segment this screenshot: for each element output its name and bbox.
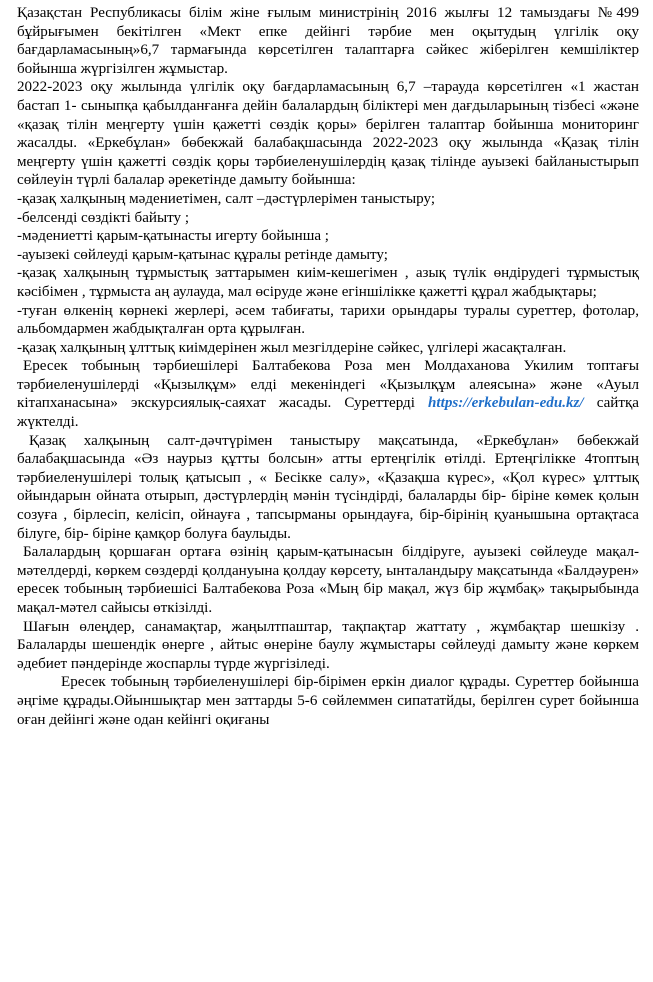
list-item: -мәдениетті қарым-қатынасты игерту бойынша ; <box>17 228 329 245</box>
nauryz-paragraph: Қазақ халқының салт-дәчтүрімен таныстыру мақсатында, «Еркебұлан» бөбекжай балабақшасында «Әз наурыз құтты болсын» атты ертеңгілік өтілді. Ертеңгілікке 4топтың тәрбиеленушілері толық қатысып , « Бесікке салу», «Қазақша күрес», «Қол күрес» ұлттық ойындарын ойната отырып, дәстүрлердің мәнін түсіндірді, балаларды бір- біріне көмек қолын созуға , бірлесіп, келісіп, ойнауға , тапсырманы орындауға, бір-бірінің қуанышына ортақтаса білуге, бір- біріне қамқор болуға баулыды. <box>17 432 639 542</box>
list-item: -туған өлкенің көрнекі жерлері, әсем табиғаты, тарихи орындары туралы суреттер, фотолар, альбомдармен жабдықталған орта құрылған. <box>17 302 639 338</box>
proverbs-paragraph: Балалардың қоршаған ортаға өзінің қарым-қатынасын білдіруге, ауызекі сөйлеуде мақал-мәтелдерді, көркем сөздерді қолдануына қолдау көрсету, ынталандыру мақсатында «Балдәурен» ересек тобының тәрбиешісі Балтабекова Роза «Мың бір мақал, жүз бір жұмбақ» тақырыбында мақал-мәтел сайысы өткізілді. <box>17 544 639 616</box>
dialogue-paragraph: Ересек тобының тәрбиеленушілері бір-бірімен еркін диалог құрады. Суреттер бойынша әңгіме құрады.Ойыншықтар мен заттарды 5-6 сөйлеммен сипататйды, берілген сурет бойынша оған дейінгі және одан кейінгі оқиғаны <box>17 674 639 728</box>
poems-paragraph: Шағын өлеңдер, санамақтар, жаңылтпаштар, тақпақтар жаттату , жұмбақтар шешкізу . Балаларды шешендік өнерге , айтыс өнеріне баулу жұмыстары сөйлеуді дамыту және көркем әдебиет пәндерінде жоспарлы түрде жүргізіледі. <box>17 618 639 672</box>
monitoring-paragraph: 2022-2023 оқу жылында үлгілік оқу бағдарламасының 6,7 –тарауда көрсетілген «1 жастан бастап 1- сыныпқа қабылданғанға дейін балалардың біліктері мен дағдыларының тізбесі «және «қазақ тілін меңгерту үшін қажетті сөздік қоры» берілген талаптар бойынша мониторинг жасалды. «Еркебұлан» бөбекжай балабақшасында 2022-2023 оқу жылында «Қазақ тілін меңгерту үшін қажетті сөздік қоры тәрбиеленушілердің қазақ тілінде ауызекі байланыстырып сөйлеуін түрлі балалар әрекетінде дамыту бойынша: <box>17 79 639 189</box>
list-item: -қазақ халқының ұлттық киімдерінен жыл мезгілдеріне сәйкес, үлгілері жасақталған. <box>17 339 567 356</box>
list-item: -ауызекі сөйлеуді қарым-қатынас құралы ретінде дамыту; <box>17 246 388 263</box>
list-item: -белсенді сөздікті байыту ; <box>17 209 190 226</box>
excursion-paragraph <box>17 357 639 431</box>
intro-paragraph: Қазақстан Республикасы білім жіне ғылым министрінің 2016 жылғы 12 тамыздағы №499 бұйрығымен бекітілген «Мект епке дейінгі тәрбие мен оқытудың үлгілік оқу бағдарламасының»6,7 тармағында көрсетілген талаптарға сәйкес жіберілген кемшіліктер бойынша жүргізілген жұмыстар. <box>17 5 639 77</box>
website-link[interactable]: https://erkebulan-edu.kz/ <box>428 395 584 412</box>
list-item: -қазақ халқының тұрмыстық заттарымен киім-кешегімен , азық түлік өндірудегі тұрмыстық кәсібімен , тұрмыста аң аулауда, мал өсіруде және егіншілікке қажетті құрал жабдықтары; <box>17 265 639 300</box>
list-item: -қазақ халқының мәдениетімен, салт –дәстүрлерімен таныстыру; <box>17 190 436 207</box>
excursion-text-end: сайтқа жүктелді. <box>17 395 639 431</box>
excursion-text: Ересек тобының тәрбиешілері Балтабекова Роза мен Молдаханова Укилим топтағы тәрбиеленушілерді «Қызылқұм» елді мекеніндегі «Қызылқұм алеясына» және «Ауыл кітапханасына» экскурсиялық-саяхат жасады. Суреттерді <box>17 358 639 412</box>
